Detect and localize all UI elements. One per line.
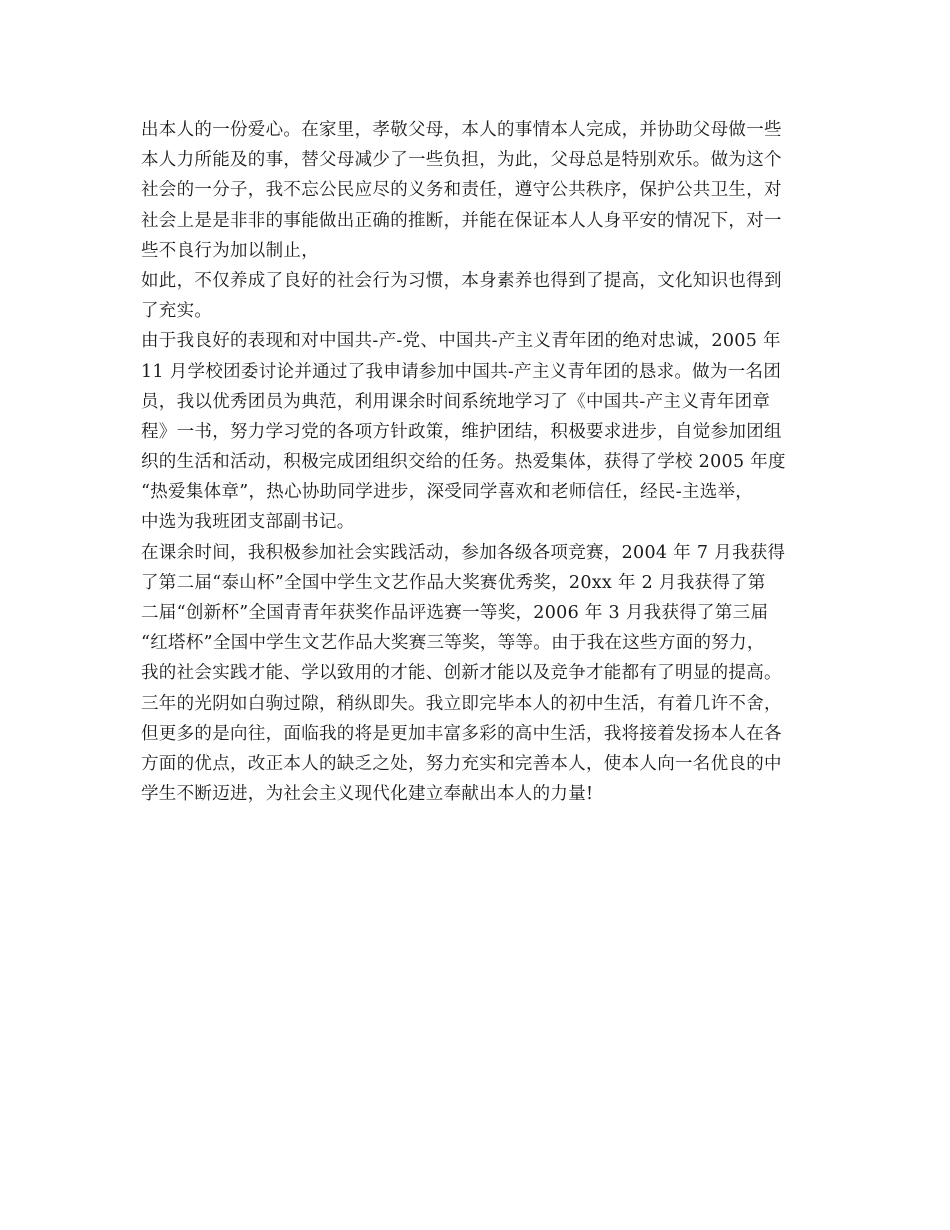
text-line: “热爱集体章”，热心协助同学进步，深受同学喜欢和老师信任，经民-主选举， <box>141 482 754 503</box>
text-line: 三年的光阴如白驹过隙，稍纵即失。我立即完毕本人的初中生活，有着几许不舍， <box>141 693 782 714</box>
text-line: 由于我良好的表现和对中国共-产-党、中国共-产主义青年团的绝对忠诚，2005 年 <box>141 331 781 352</box>
text-line: 社会上是是非非的事能做出正确的推断，并能在保证本人人身平安的情况下，对一 <box>141 210 782 231</box>
text-line: 我的社会实践才能、学以致用的才能、创新才能以及竞争才能都有了明显的提高。 <box>141 663 782 684</box>
document-body <box>141 115 821 809</box>
text-line: 些不良行为加以制止， <box>141 240 319 261</box>
text-line: 二届“创新杯”全国青青年获奖作品评选赛一等奖，2006 年 3 月我获得了第三届 <box>141 603 769 623</box>
text-line: 员，我以优秀团员为典范，利用课余时间系统地学习了《中国共-产主义青年团章 <box>141 391 771 412</box>
text-line: 但更多的是向往，面临我的将是更加丰富多彩的高中生活，我将接着发扬本人在各 <box>141 723 782 744</box>
text-line: 如此，不仅养成了良好的社会行为习惯，本身素养也得到了提高，文化知识也得到 <box>141 270 782 291</box>
text-line: 出本人的一份爱心。在家里，孝敬父母，本人的事情本人完成，并协助父母做一些 <box>141 120 782 140</box>
text-line: 在课余时间，我积极参加社会实践活动，参加各级各项竞赛，2004 年 7 月我获得 <box>141 542 786 563</box>
text-line: 了充实。 <box>141 301 213 322</box>
text-line: 中选为我班团支部副书记。 <box>141 512 355 533</box>
text-line: 程》一书，努力学习党的各项方针政策，维护团结，积极要求进步，自觉参加团组 <box>141 421 782 442</box>
text-line: 方面的优点，改正本人的缺乏之处，努力充实和完善本人，使本人向一名优良的中 <box>141 753 782 774</box>
text-line: “红塔杯”全国中学生文艺作品大奖赛三等奖，等等。由于我在这些方面的努力， <box>141 633 765 654</box>
text-line: 学生不断迈进，为社会主义现代化建立奉献出本人的力量! <box>141 784 594 805</box>
text-line: 11 月学校团委讨论并通过了我申请参加中国共-产主义青年团的恳求。做为一名团 <box>141 361 782 382</box>
text-line: 社会的一分子，我不忘公民应尽的义务和责任，遵守公共秩序，保护公共卫生，对 <box>141 180 782 201</box>
text-line: 本人力所能及的事，替父母减少了一些负担，为此，父母总是特别欢乐。做为这个 <box>141 150 782 171</box>
text-line: 织的生活和活动，积极完成团组织交给的任务。热爱集体，获得了学校 2005 年度 <box>141 452 786 473</box>
text-line: 了第二届“泰山杯”全国中学生文艺作品大奖赛优秀奖，20xx 年 2 月我获得了第 <box>141 572 766 593</box>
